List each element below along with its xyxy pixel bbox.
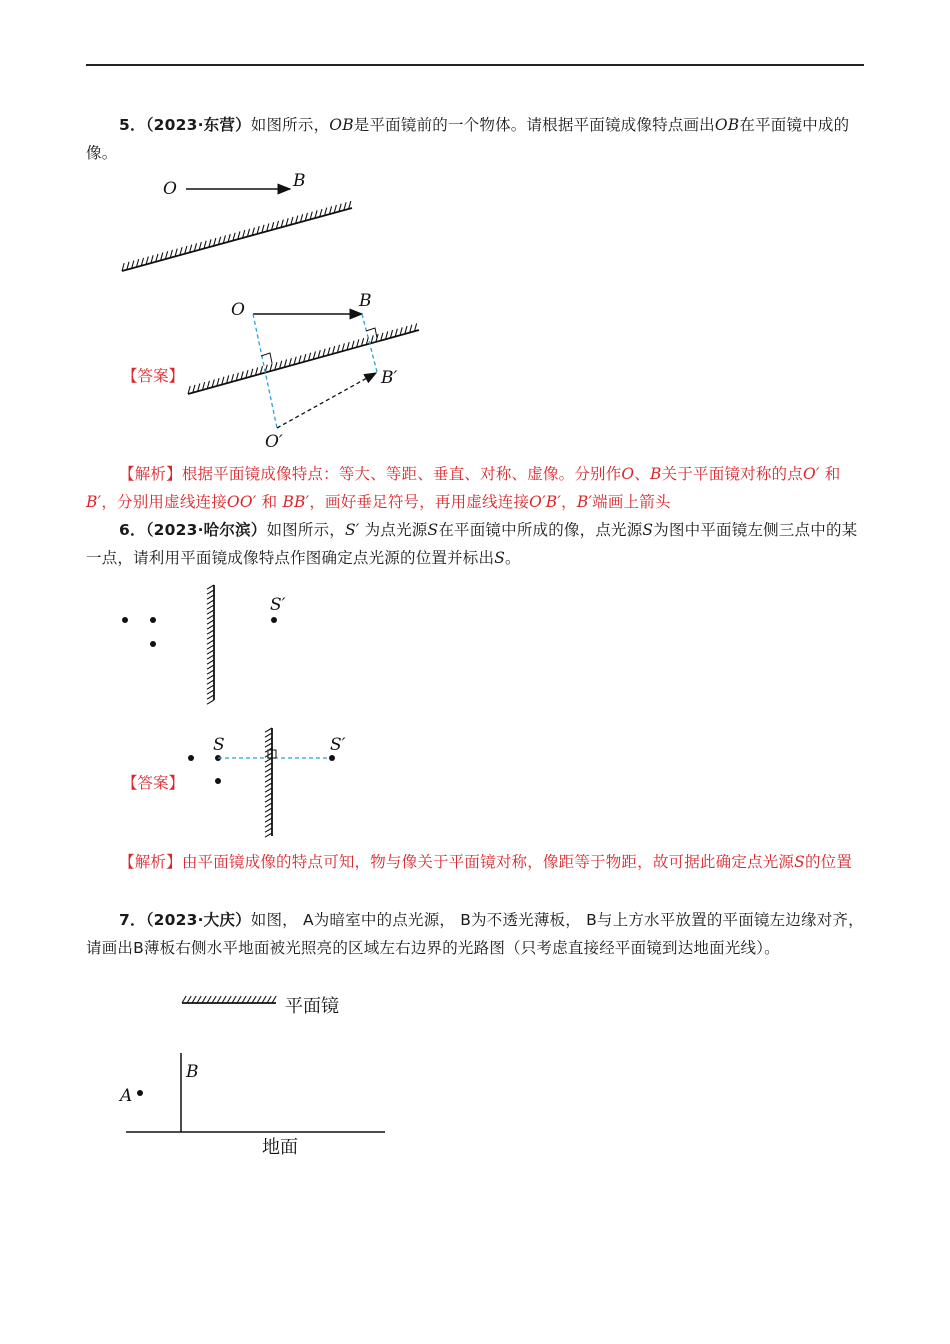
mirror-hatch xyxy=(182,996,186,1003)
q5-label-b: B xyxy=(293,171,306,191)
q7-label-ground: 地面 xyxy=(262,1137,298,1158)
mirror-hatch xyxy=(267,996,271,1003)
q6-answer-label-s: S xyxy=(213,735,225,755)
mirror-hatch xyxy=(262,996,266,1003)
mirror-hatch xyxy=(212,996,216,1003)
q5-answer-label-o-img: O′ xyxy=(265,432,283,452)
mirror-hatch xyxy=(217,996,221,1003)
q7-mirror xyxy=(182,996,276,1003)
q6-answer-label-s-img: S′ xyxy=(330,735,346,755)
q7-point-a xyxy=(137,1090,143,1096)
q5-analysis: 【解析】根据平面镜成像特点：等大、等距、垂直、对称、虚像。分别作O、B关于平面镜对称的点O′ 和 B′，分别用虚线连接OO′ 和 BB′，画好垂足符号，再用虚线连接O′B′，B′端画上箭头 xyxy=(86,465,841,511)
q5-text: 5．（2023·东营）如图所示，OB是平面镜前的一个物体。请根据平面镜成像特点画出OB在平面镜中成的像。 xyxy=(86,116,850,162)
mirror-hatch xyxy=(272,996,276,1003)
mirror-hatch xyxy=(252,996,256,1003)
q6-answer-label: 【答案】 xyxy=(122,774,185,792)
q6-analysis: 【解析】由平面镜成像的特点可知，物与像关于平面镜对称，像距等于物距，故可据此确定点光源S的位置 xyxy=(119,853,853,871)
mirror-hatch xyxy=(202,996,206,1003)
q7-label-b: B xyxy=(186,1062,199,1082)
mirror-hatch xyxy=(247,996,251,1003)
mirror-hatch xyxy=(242,996,246,1003)
mirror-hatch xyxy=(257,996,261,1003)
mirror-hatch xyxy=(232,996,236,1003)
q5-label-o: O xyxy=(163,179,177,199)
mirror-hatch xyxy=(207,996,211,1003)
q5-answer-label-b-img: B′ xyxy=(381,368,398,388)
mirror-hatch xyxy=(192,996,196,1003)
mirror-hatch xyxy=(222,996,226,1003)
mirror-hatch xyxy=(227,996,231,1003)
q7-text: 7．（2023·大庆）如图， A为暗室中的点光源， B为不透光薄板， B与上方水平放置的平面镜左边缘对齐，请画出B薄板右侧水平地面被光照亮的区域左右边界的光路图（只考虑直接经平面镜到达地面光线）。 xyxy=(86,911,864,957)
q7-label-mirror: 平面镜 xyxy=(285,996,339,1017)
q5-answer-label-b: B xyxy=(359,291,372,311)
q6-text: 6．（2023·哈尔滨）如图所示，S′ 为点光源S在平面镜中所成的像，点光源S为图中平面镜左侧三点中的某一点，请利用平面镜成像特点作图确定点光源的位置并标出S。 xyxy=(86,521,858,567)
mirror-hatch xyxy=(187,996,191,1003)
q5-answer-label-o: O xyxy=(231,300,245,320)
q5-answer-label: 【答案】 xyxy=(122,367,185,385)
q6-label-s-img: S′ xyxy=(270,595,286,615)
mirror-hatch xyxy=(197,996,201,1003)
mirror-hatch xyxy=(237,996,241,1003)
q7-label-a: A xyxy=(120,1086,133,1106)
